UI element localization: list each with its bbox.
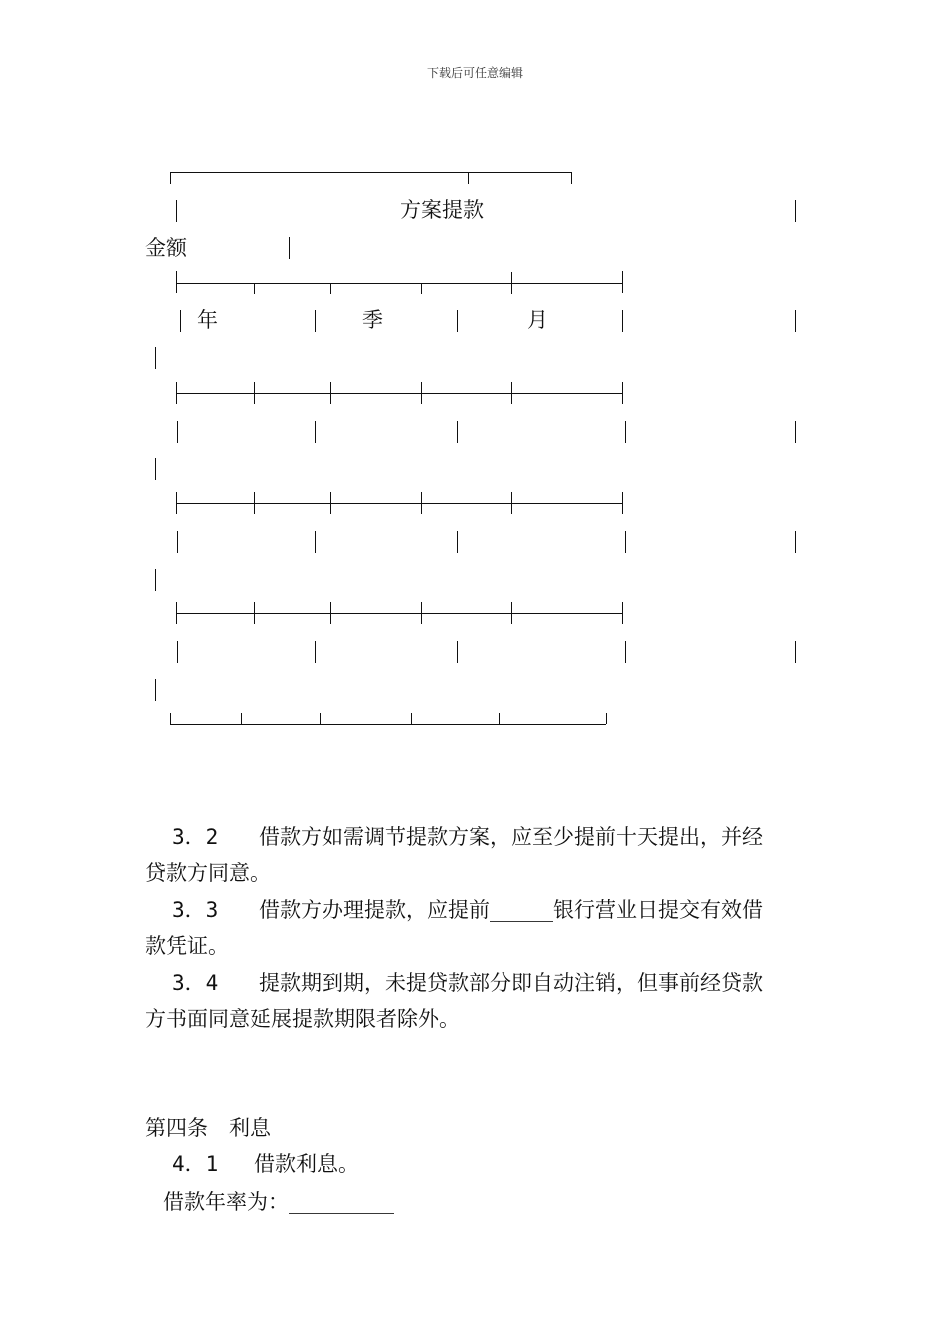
header-row-bar-3: [622, 310, 623, 332]
row3-bar-2: [457, 641, 458, 663]
sep3-tick-2: [330, 492, 331, 514]
table-top-corner-left: [170, 172, 171, 184]
row2-bar-0: [177, 531, 178, 553]
bottom-tick-5: [606, 713, 607, 724]
sep1-tick-0: [176, 271, 177, 293]
sep4-tick-1: [254, 602, 255, 624]
row3-bar-3: [625, 641, 626, 663]
amount-bar: [289, 237, 290, 259]
title-row-right-bar: [795, 200, 796, 222]
sep3-tick-1: [254, 492, 255, 514]
clause-4-1-number: 4．1: [172, 1152, 219, 1176]
sep3-tick-4: [511, 492, 512, 514]
page-header-note: 下载后可任意编辑: [426, 66, 523, 80]
row1-bar-1: [315, 421, 316, 443]
sep1-tick-4: [511, 272, 512, 294]
row-separator-1: [176, 283, 622, 284]
sep2-tick-4: [511, 382, 512, 404]
row-separator-2: [176, 393, 622, 394]
sep1-tick-5: [622, 271, 623, 293]
row2-bar-wrap: [155, 569, 156, 591]
clause-3-4-line-1: 提款期到期，未提贷款部分即自动注销，但事前经贷款: [259, 971, 763, 995]
sep2-tick-5: [622, 382, 623, 404]
sep2-tick-3: [421, 382, 422, 404]
row3-bar-1: [315, 641, 316, 663]
header-row-bar-wrap: [155, 347, 156, 369]
sep2-tick-2: [330, 382, 331, 404]
sep4-tick-2: [330, 602, 331, 624]
sep3-tick-5: [622, 492, 623, 514]
clause-3-2-line-2: 贷款方同意。: [145, 861, 271, 885]
clause-3-3-line-1: 借款方办理提款，应提前______银行营业日提交有效借: [259, 898, 763, 922]
sep4-tick-4: [511, 602, 512, 624]
row1-bar-wrap: [155, 458, 156, 480]
sep1-tick-1: [254, 283, 255, 294]
row2-bar-1: [315, 531, 316, 553]
header-row-bar-1: [315, 310, 316, 332]
table-bottom-border: [170, 724, 606, 725]
sep4-tick-3: [421, 602, 422, 624]
col-month-label: 月: [527, 308, 548, 332]
table-top-corner-right: [571, 172, 572, 184]
row3-bar-4: [795, 641, 796, 663]
bottom-tick-4: [499, 713, 500, 724]
row-separator-3: [176, 503, 622, 504]
annual-rate-label: 借款年率为：__________: [163, 1190, 394, 1214]
clause-3-2-line-1: 借款方如需调节提款方案，应至少提前十天提出，并经: [259, 825, 763, 849]
clause-3-3-line-2: 款凭证。: [145, 934, 229, 958]
bottom-tick-2: [320, 713, 321, 724]
header-row-bar-2: [457, 310, 458, 332]
sep4-tick-5: [622, 602, 623, 624]
sep1-tick-2: [330, 283, 331, 294]
header-row-bar-4: [795, 310, 796, 332]
header-row-bar-0: [180, 310, 181, 332]
row1-bar-4: [795, 421, 796, 443]
row-separator-4: [176, 613, 622, 614]
sep4-tick-0: [176, 602, 177, 624]
title-row-left-bar: [176, 200, 177, 222]
row1-bar-3: [625, 421, 626, 443]
sep2-tick-1: [254, 382, 255, 404]
sep3-tick-0: [176, 492, 177, 514]
sep2-tick-0: [176, 382, 177, 404]
sep1-tick-3: [421, 283, 422, 294]
bottom-tick-0: [170, 713, 171, 724]
col-year-label: 年: [197, 308, 218, 332]
row3-bar-wrap: [155, 679, 156, 701]
clause-3-4-number: 3．4: [172, 971, 219, 995]
table-top-t: [468, 172, 469, 184]
clause-4-1-text: 借款利息。: [254, 1152, 359, 1176]
row2-bar-2: [457, 531, 458, 553]
amount-label: 金额: [145, 236, 187, 260]
article-4-title: 第四条 利息: [145, 1116, 271, 1140]
row1-bar-0: [177, 421, 178, 443]
col-quarter-label: 季: [362, 308, 383, 332]
row2-bar-4: [795, 531, 796, 553]
clause-3-3-number: 3．3: [172, 898, 219, 922]
row2-bar-3: [625, 531, 626, 553]
clause-3-2-number: 3．2: [172, 825, 219, 849]
row1-bar-2: [457, 421, 458, 443]
row3-bar-0: [177, 641, 178, 663]
sep3-tick-3: [421, 492, 422, 514]
clause-3-4-line-2: 方书面同意延展提款期限者除外。: [145, 1007, 460, 1031]
table-title: 方案提款: [400, 198, 484, 222]
table-top-border: [170, 172, 572, 173]
bottom-tick-1: [241, 713, 242, 724]
bottom-tick-3: [411, 713, 412, 724]
